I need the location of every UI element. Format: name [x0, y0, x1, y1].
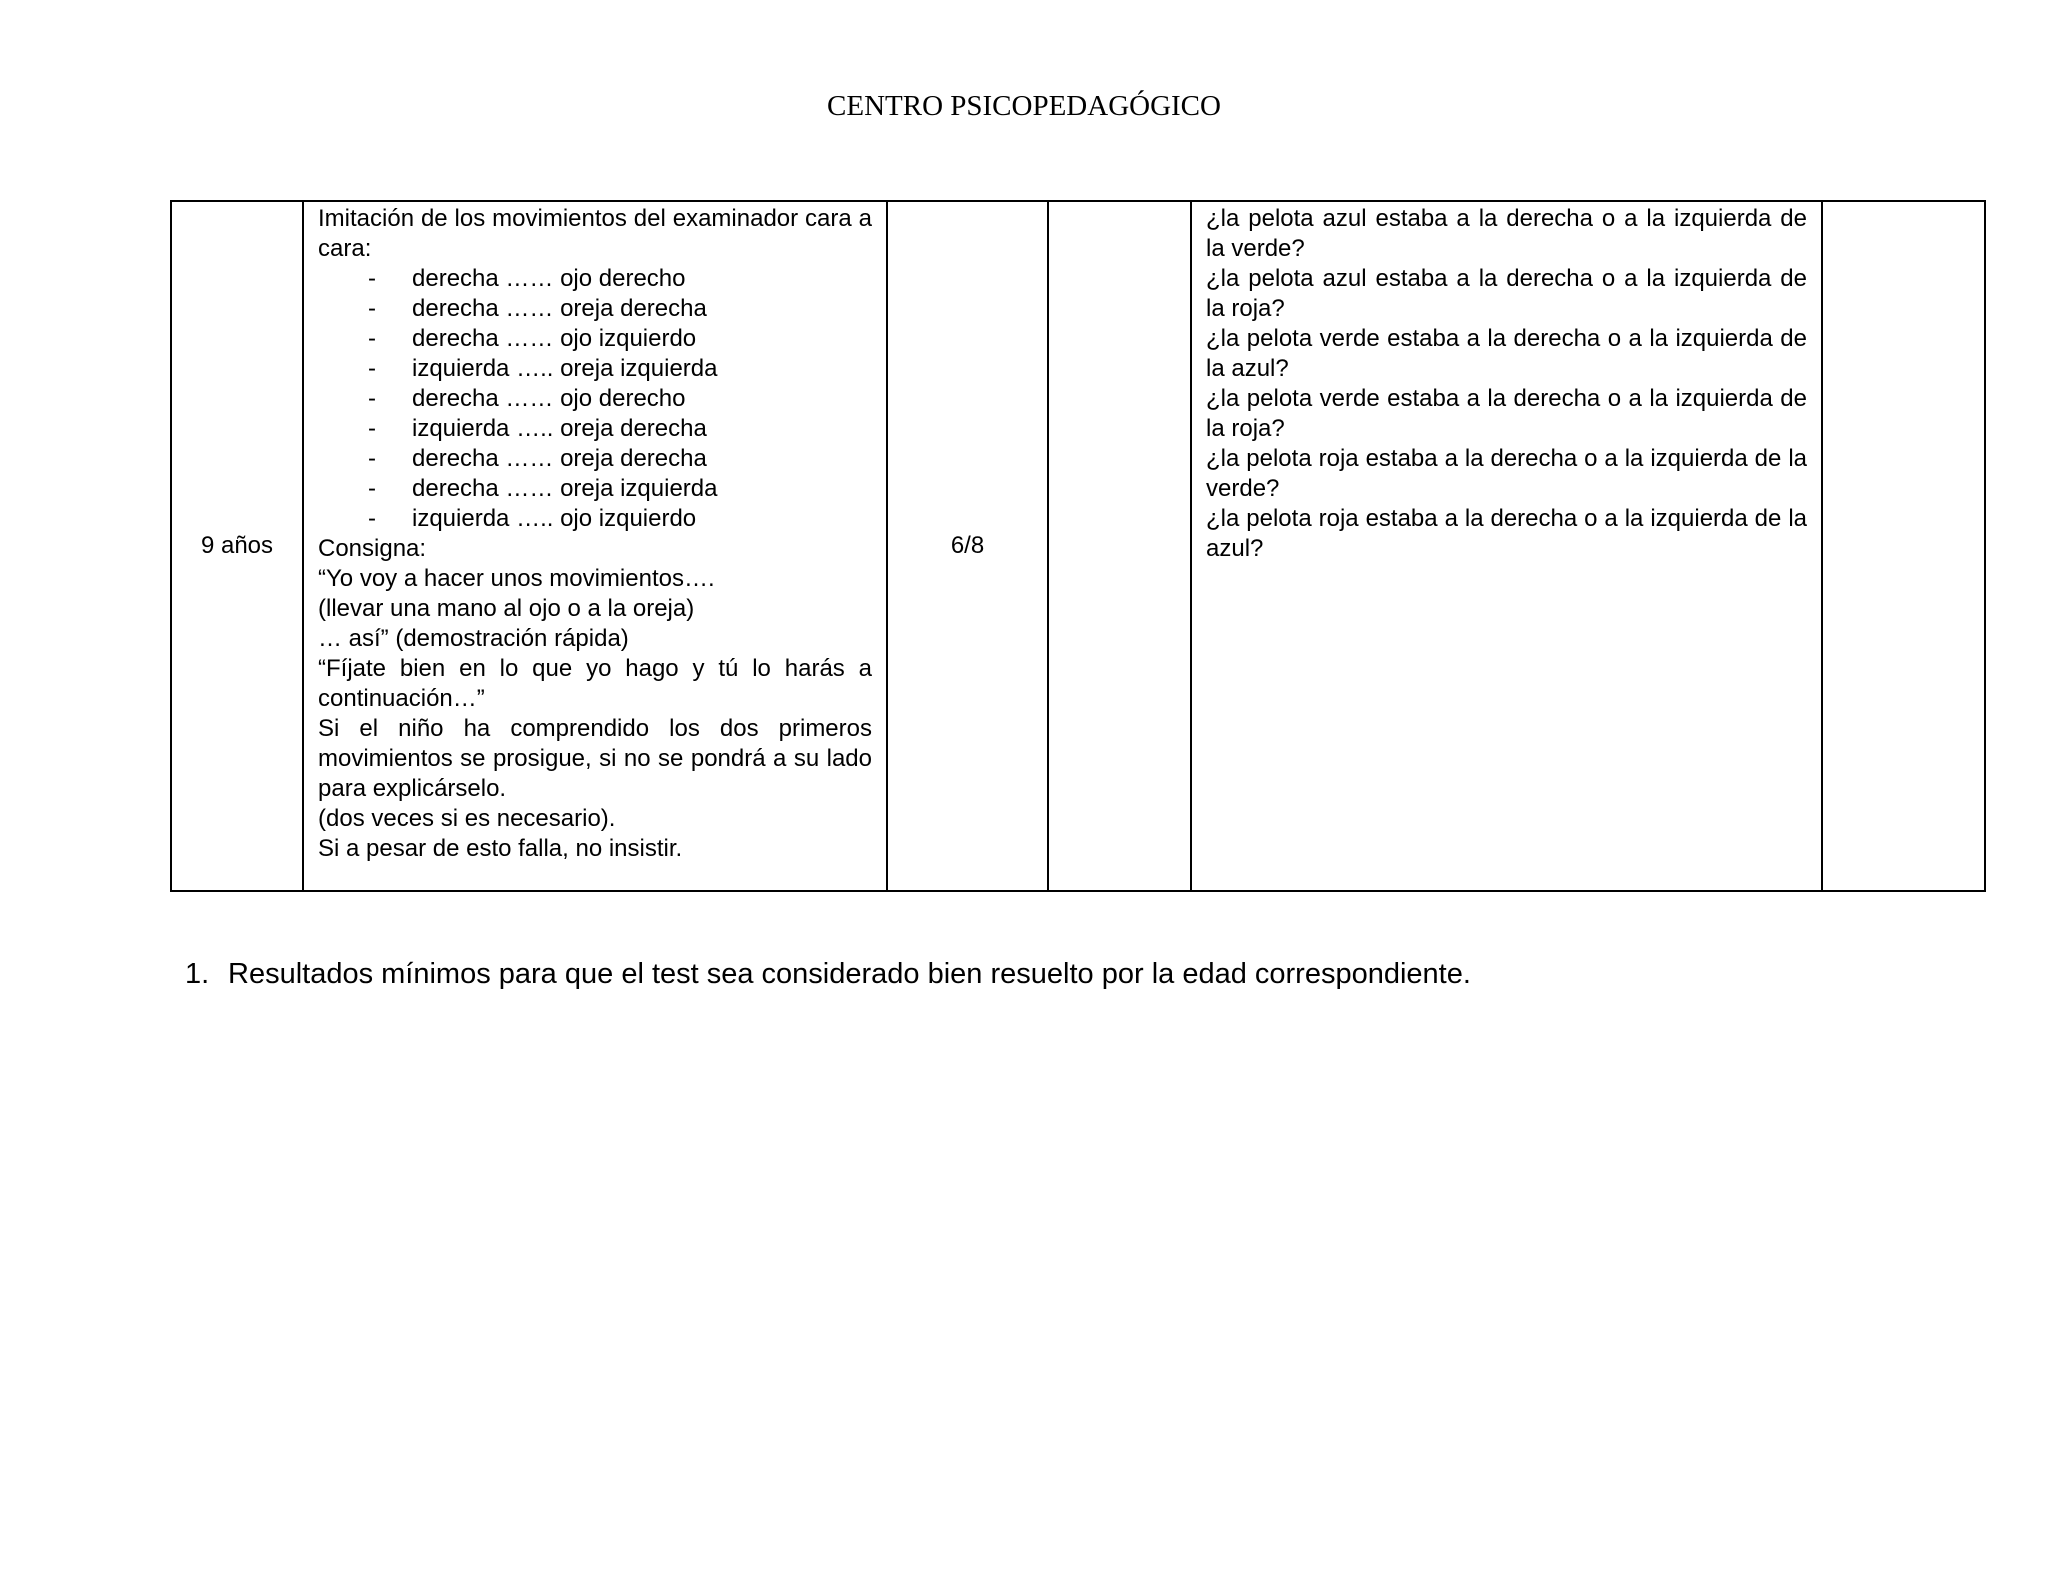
list-item: - izquierda ….. oreja derecha [318, 414, 872, 444]
consigna-line: “Yo voy a hacer unos movimientos…. [318, 565, 715, 592]
description-intro: Imitación de los movimientos del examinador cara a cara: [318, 205, 872, 262]
empty-cell [1822, 201, 1985, 891]
list-item: - izquierda ….. ojo izquierdo [318, 504, 872, 534]
bullet-dash: - [368, 475, 376, 502]
footnote-number: 1. [185, 958, 210, 990]
consigna-label: Consigna: [318, 535, 427, 562]
questions-cell [1191, 201, 1822, 891]
list-item: - izquierda ….. oreja izquierda [318, 354, 872, 384]
footnote [185, 958, 1471, 991]
list-item: - derecha …… oreja derecha [318, 444, 872, 474]
question-text: ¿la pelota roja estaba a la derecha o a la izquierda de la verde? [1206, 445, 1807, 502]
bullet-dash: - [368, 355, 376, 382]
list-item: - derecha …… ojo derecho [318, 384, 872, 414]
list-item: - derecha …… oreja izquierda [318, 474, 872, 504]
movement-list [318, 264, 872, 534]
bullet-dash: - [368, 505, 376, 532]
test-table [170, 200, 1986, 892]
age-cell: 9 años [171, 201, 303, 891]
bullet-dash: - [368, 385, 376, 412]
instruction-note: Si el niño ha comprendido los dos primeros movimientos se prosigue, si no se pondrá a su lado para explicárselo. [318, 715, 872, 802]
empty-cell [1048, 201, 1191, 891]
bullet-dash: - [368, 265, 376, 292]
list-item: - derecha …… ojo izquierdo [318, 324, 872, 354]
list-item: - derecha …… oreja derecha [318, 294, 872, 324]
description-cell [303, 201, 887, 891]
footnote-text: Resultados mínimos para que el test sea considerado bien resuelto por la edad correspondiente. [228, 958, 1471, 990]
consigna-line: … así” (demostración rápida) [318, 625, 629, 652]
question-text: ¿la pelota verde estaba a la derecha o a la izquierda de la azul? [1206, 325, 1807, 382]
list-item: - derecha …… ojo derecho [318, 264, 872, 294]
instruction-note: (dos veces si es necesario). [318, 805, 616, 832]
bullet-dash: - [368, 325, 376, 352]
question-text: ¿la pelota roja estaba a la derecha o a la izquierda de la azul? [1206, 505, 1807, 562]
bullet-dash: - [368, 415, 376, 442]
instruction-note: Si a pesar de esto falla, no insistir. [318, 835, 683, 862]
bullet-dash: - [368, 445, 376, 472]
question-text: ¿la pelota azul estaba a la derecha o a la izquierda de la verde? [1206, 205, 1807, 262]
consigna-line: “Fíjate bien en lo que yo hago y tú lo harás a continuación…” [318, 655, 872, 712]
score-cell: 6/8 [887, 201, 1048, 891]
consigna-line: (llevar una mano al ojo o a la oreja) [318, 595, 695, 622]
question-text: ¿la pelota azul estaba a la derecha o a la izquierda de la roja? [1206, 265, 1807, 322]
page-title: CENTRO PSICOPEDAGÓGICO [827, 90, 1221, 122]
bullet-dash: - [368, 295, 376, 322]
table-row [171, 201, 1985, 891]
question-text: ¿la pelota verde estaba a la derecha o a la izquierda de la roja? [1206, 385, 1807, 442]
